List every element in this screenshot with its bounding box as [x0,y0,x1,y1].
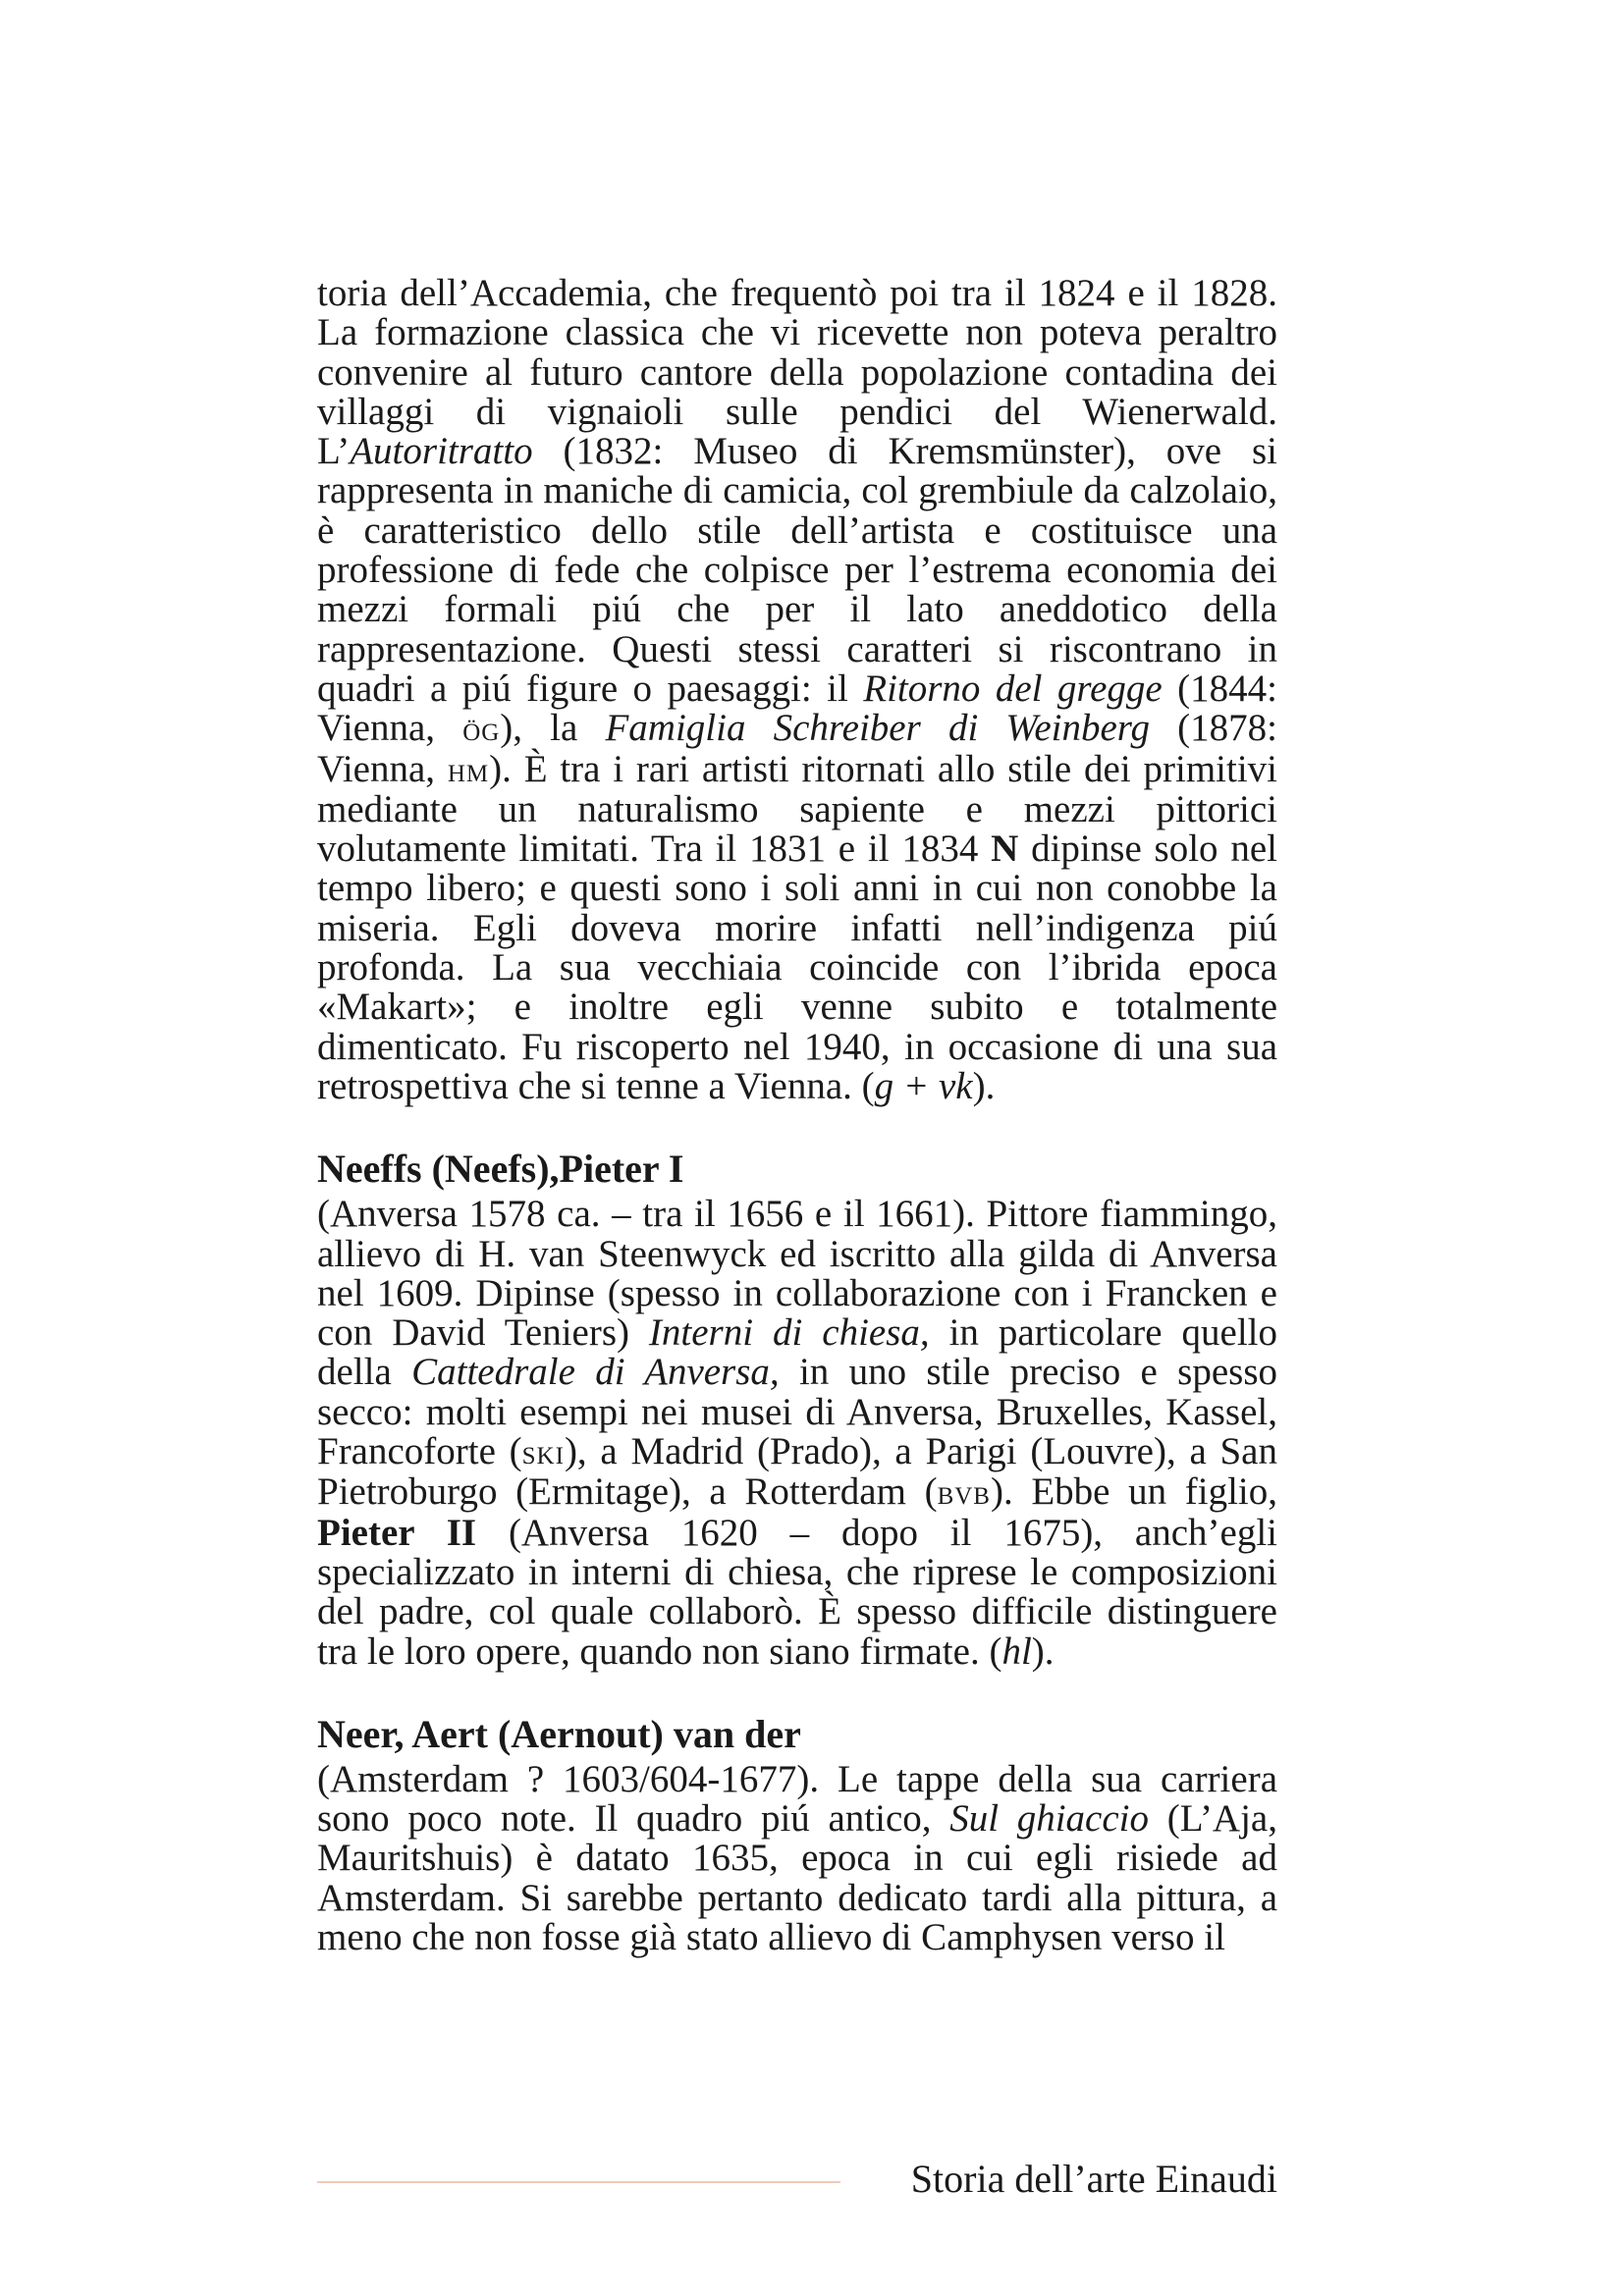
author-initials: g + vk [874,1064,973,1107]
work-title: Famiglia Schreiber di Weinberg [605,707,1151,750]
museum-abbr: ski [521,1433,565,1472]
work-title: Cattedrale di Anversa, [411,1351,780,1394]
footer-title: Storia dell’arte Einaudi [910,2157,1277,2201]
entry-paragraph: (Amsterdam ? 1603/604-1677). Le tappe della sua carriera sono poco note. Il quadro piú antico, Sul ghiaccio (L’Aja, Mauritshuis) è datato 1635, epoca in cui egli risiede ad Amsterdam. Si sarebbe pertanto dedicato tardi alla pittura, a meno che non fosse già stato allievo di Camphysen verso il [317,1757,1277,1958]
page-body [317,274,1277,1957]
artist-name: Pieter II [317,1511,477,1554]
work-title: Interni di chiesa, [648,1311,930,1355]
author-initials: hl [1001,1629,1032,1673]
entry-continuation-paragraph: toria dell’Accademia, che frequentò poi tra il 1824 e il 1828. La formazione classica che vi ricevette non poteva peraltro convenire al futuro cantore della popolazione contadina dei villaggi di vignaioli sulle pendici del Wienerwald. L’Autoritratto (1832: Museo di Kremsmünster), ove si rappresenta in maniche di camicia, col grembiule da calzolaio, è caratteristico dello stile dell’artista e costituisce una professione di fede che colpisce per l’estrema economia dei mezzi formali piú che per il lato aneddotico della rappresentazione. Questi stessi caratteri si riscontrano in quadri a piú figure o paesaggi: il Ritorno del gregge (1844: Vienna, ög), la Famiglia Schreiber di Weinberg (1878: Vienna, hm). È tra i rari artisti ritornati allo stile dei primitivi mediante un naturalismo sapiente e mezzi pittorici volutamente limitati. Tra il 1831 e il 1834 N dipinse solo nel tempo libero; e questi sono i soli anni in cui non conobbe la miseria. Egli doveva morire infatti nell’indigenza piú profonda. La sua vecchiaia coincide con l’ibrida epoca «Makart»; e inoltre egli venne subito e totalmente dimenticato. Fu riscoperto nel 1940, in occasione di una sua retrospettiva che si tenne a Vienna. (g + vk). [317,272,1278,1107]
museum-abbr: hm [447,750,490,789]
page-footer [317,2156,1277,2205]
museum-abbr: ög [462,710,501,749]
work-title: Sul ghiaccio [949,1797,1150,1841]
entry-heading: Neeffs (Neefs),Pieter I [317,1147,684,1192]
work-title: Ritorno del gregge [863,667,1163,710]
artist-initial: N [991,828,1019,871]
museum-abbr: bvb [937,1473,991,1513]
footer-rule [317,2181,840,2183]
entry-heading: Neer, Aert (Aernout) van der [317,1711,801,1756]
work-title: Autoritratto [350,430,533,473]
entry-paragraph: (Anversa 1578 ca. – tra il 1656 e il 1661). Pittore fiammingo, allievo di H. van Steenwyck ed iscritto alla gilda di Anversa nel 1609. Dipinse (spesso in collaborazione con i Francken e con David Teniers) Interni di chiesa, in particolare quello della Cattedrale di Anversa, in uno stile preciso e spesso secco: molti esempi nei musei di Anversa, Bruxelles, Kassel, Francoforte (ski), a Madrid (Prado), a Parigi (Louvre), a San Pietroburgo (Ermitage), a Rotterdam (bvb). Ebbe un figlio, Pieter II (Anversa 1620 – dopo il 1675), anch’egli specializzato in interni di chiesa, che riprese le composizioni del padre, col quale collaborò. È spesso difficile distinguere tra le loro opere, quando non siano firmate. (hl). [317,1193,1278,1673]
